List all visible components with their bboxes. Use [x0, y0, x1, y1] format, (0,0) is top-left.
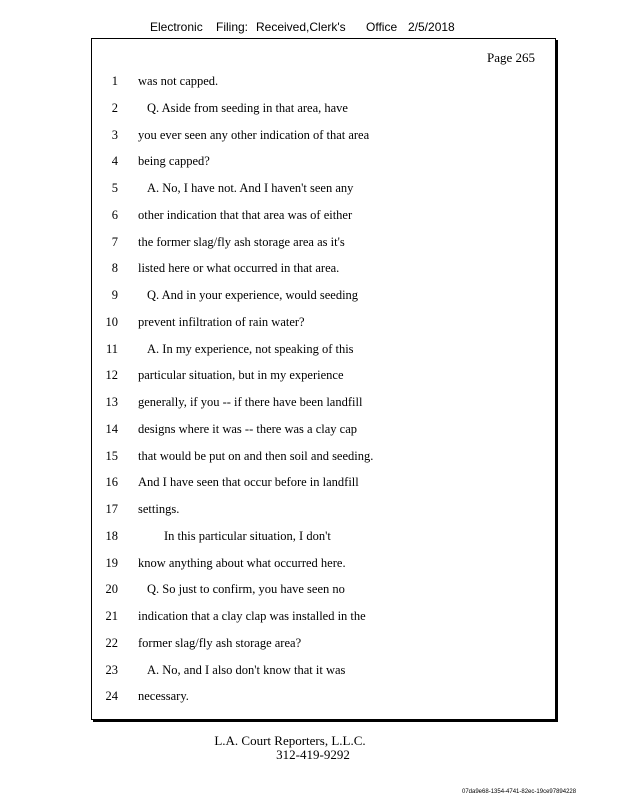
transcript-line [91, 660, 551, 687]
transcript-line [91, 499, 551, 526]
line-text: In this particular situation, I don't [164, 528, 331, 543]
line-number: 15 [105, 448, 118, 463]
transcript-line [91, 365, 551, 392]
header-date: 2/5/2018 [408, 20, 455, 34]
line-text: A. No, I have not. And I haven't seen any [147, 181, 354, 195]
line-text: other indication that that area was of either [138, 207, 353, 222]
transcript-line [91, 579, 551, 606]
line-number: 2 [111, 100, 118, 115]
transcript-lines [91, 71, 551, 713]
transcript-line [91, 446, 551, 473]
transcript-line [91, 686, 551, 713]
line-number: 9 [111, 288, 118, 302]
line-text: you ever seen any other indication of that area [138, 127, 370, 142]
line-text: necessary. [138, 689, 189, 704]
line-number: 22 [105, 635, 118, 650]
line-text: know anything about what occurred here. [138, 555, 346, 570]
transcript-line [91, 125, 551, 152]
line-text: Q. So just to confirm, you have seen no [147, 582, 345, 597]
line-number: 16 [105, 475, 118, 490]
line-text: A. In my experience, not speaking of this [147, 341, 354, 356]
line-text: generally, if you -- if there have been landfill [138, 395, 363, 409]
header-word-filing: Filing: [216, 20, 249, 34]
line-number: 5 [111, 181, 118, 195]
line-number: 10 [105, 314, 118, 329]
transcript-line [91, 205, 551, 232]
line-text: that would be put on and then soil and seeding. [138, 448, 374, 463]
transcript-line [91, 285, 551, 312]
line-text: former slag/fly ash storage area? [138, 635, 302, 650]
transcript-line [91, 526, 551, 553]
transcript-line [91, 606, 551, 633]
reporter-phone: 312-419-9292 [276, 747, 350, 762]
line-number: 1 [111, 74, 118, 88]
line-number: 19 [105, 555, 118, 570]
line-number: 6 [111, 207, 118, 222]
transcript-line [91, 178, 551, 205]
transcript-line [91, 258, 551, 285]
transcript-line [91, 419, 551, 446]
line-number: 18 [105, 528, 118, 543]
line-text: prevent infiltration of rain water? [138, 314, 305, 329]
transcript-line [91, 312, 551, 339]
line-text: the former slag/fly ash storage area as it's [138, 234, 345, 249]
line-number: 14 [105, 421, 118, 436]
transcript-line [91, 339, 551, 366]
line-number: 11 [105, 341, 118, 356]
line-number: 13 [105, 395, 118, 409]
transcript-line [91, 553, 551, 580]
line-text: A. No, and I also don't know that it was [147, 662, 346, 677]
header-word-office: Office [366, 20, 398, 34]
line-text: settings. [138, 502, 180, 516]
line-text: particular situation, but in my experience [138, 368, 344, 383]
header-word-electronic: Electronic [150, 20, 203, 34]
document-id: 07da9e68-1354-4741-82ec-19ce97894228 [462, 789, 577, 795]
transcript-line [91, 472, 551, 499]
transcript-line [91, 71, 551, 98]
line-number: 21 [105, 609, 118, 623]
line-text: designs where it was -- there was a clay cap [138, 421, 358, 436]
line-number: 8 [111, 261, 118, 276]
filing-stamp-header [150, 20, 455, 34]
line-number: 17 [105, 502, 118, 516]
line-text: Q. Aside from seeding in that area, have [147, 100, 348, 115]
line-text: was not capped. [138, 74, 219, 88]
transcript-line [91, 232, 551, 259]
line-text: And I have seen that occur before in landfill [138, 475, 359, 490]
line-text: indication that a clay clap was installed in the [138, 609, 366, 623]
reporter-company: L.A. Court Reporters, L.L.C. [214, 733, 366, 748]
transcript-line [91, 392, 551, 419]
page-number: Page 265 [487, 50, 536, 65]
line-number: 24 [105, 689, 118, 704]
transcript-line [91, 98, 551, 125]
transcript-line [91, 633, 551, 660]
line-text: being capped? [138, 154, 210, 169]
line-text: listed here or what occurred in that area. [138, 261, 340, 276]
line-text: Q. And in your experience, would seeding [147, 288, 359, 302]
line-number: 23 [105, 662, 118, 677]
line-number: 12 [105, 368, 118, 383]
line-number: 7 [111, 234, 118, 249]
line-number: 20 [105, 582, 118, 597]
header-word-received: Received,Clerk's [256, 20, 346, 34]
transcript-line [91, 151, 551, 178]
line-number: 4 [111, 154, 118, 169]
line-number: 3 [111, 127, 118, 142]
